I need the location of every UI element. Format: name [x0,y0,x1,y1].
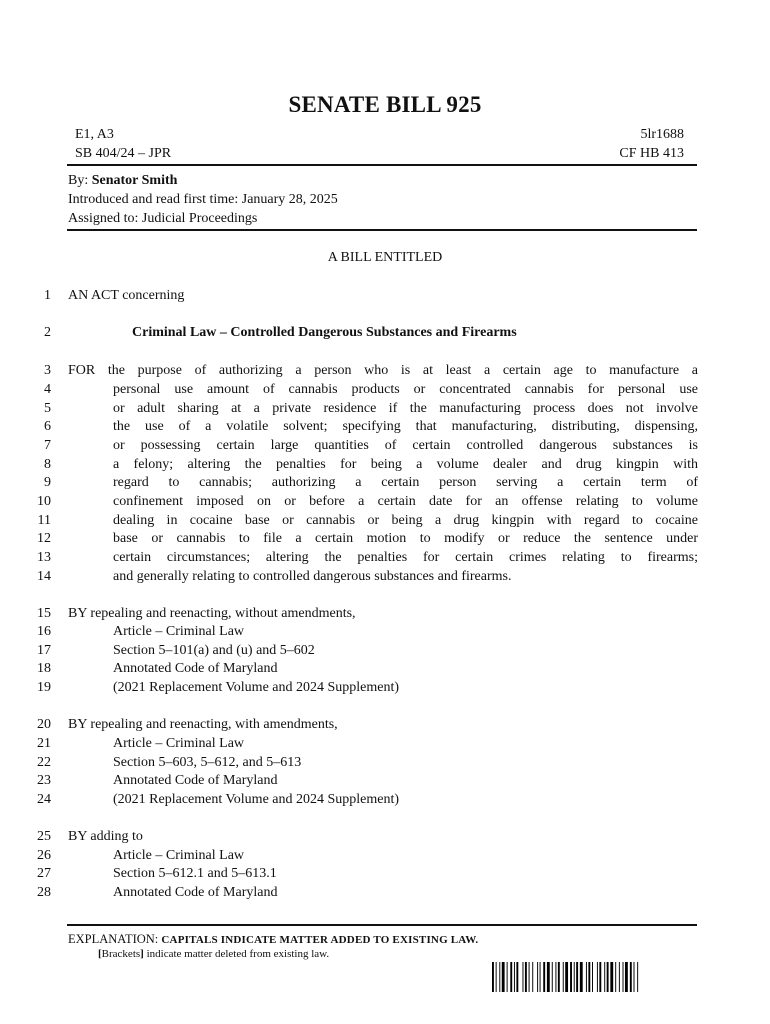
line-number: 8 [44,457,51,472]
line-number: 21 [37,736,51,751]
bill-text-line: Annotated Code of Maryland [113,661,278,676]
line-number: 16 [37,624,51,639]
bill-entitled: A BILL ENTITLED [327,250,443,265]
bill-text-line: Annotated Code of Maryland [113,885,278,900]
brackets-word: Brackets [101,948,141,960]
line-number: 20 [37,717,51,732]
explanation-caps-text: CAPITALS INDICATE MATTER ADDED TO EXISTING LAW. [161,934,479,946]
line-number: 18 [37,661,51,676]
line-number: 9 [44,475,51,490]
line-number: 6 [44,419,51,434]
footer-divider [67,924,697,926]
bill-text-line: BY repealing and reenacting, without amendments, [68,606,356,621]
bill-text-line: or possessing certain large quantities of certain controlled dangerous substances is [113,438,698,453]
brackets-line [98,948,329,960]
cross-file: CF HB 413 [619,146,684,161]
prior-bill: SB 404/24 – JPR [75,146,172,161]
sponsor-divider [67,229,697,231]
bill-text-line: a felony; altering the penalties for being a volume dealer and drug kingpin with [113,457,698,472]
bill-text-line: certain circumstances; altering the penalties for certain crimes relating to firearms; [113,550,698,565]
bill-text-line: Section 5–612.1 and 5–613.1 [113,866,277,881]
line-number: 5 [44,401,51,416]
sponsor-name: Senator Smith [91,173,178,188]
introduced-line: Introduced and read first time: January 28, 2025 [68,192,338,207]
by-label: By: [68,173,89,188]
line-number: 17 [37,643,51,658]
line-number: 28 [37,885,51,900]
bill-title: SENATE BILL 925 [288,92,482,117]
line-number: 11 [37,513,51,528]
sponsor-line [68,171,338,190]
sponsor-block [68,171,338,228]
bill-text-line: Section 5–101(a) and (u) and 5–602 [113,643,315,658]
bill-text-line: dealing in cocaine base or cannabis or being a drug kingpin with regard to cocaine [113,513,698,528]
bill-text-line: FOR the purpose of authorizing a person who is at least a certain age to manufacture a [68,363,698,378]
bill-text-line: the use of a volatile solvent; specifying that manufacturing, distributing, dispensing, [113,419,698,434]
line-number: 23 [37,773,51,788]
line-number: 15 [37,606,51,621]
line-number: 12 [37,531,51,546]
bill-text-line: BY adding to [68,829,143,844]
line-number: 13 [37,550,51,565]
bill-text-line: (2021 Replacement Volume and 2024 Supplement) [113,792,400,807]
line-number: 2 [44,325,51,340]
line-number: 22 [37,755,51,770]
bill-text-line: BY repealing and reenacting, with amendments, [68,717,338,732]
line-number: 19 [37,680,51,695]
bill-codes-left [75,125,171,163]
drafting-number: 5lr1688 [640,127,684,142]
bill-text-line: personal use amount of cannabis products or concentrated cannabis for personal use [113,382,698,397]
assigned-line: Assigned to: Judicial Proceedings [68,211,258,226]
line-number: 24 [37,792,51,807]
explanation-label: EXPLANATION: [68,932,159,946]
line-number: 3 [44,363,51,378]
line-number: 14 [37,569,51,584]
line-number: 4 [44,382,51,397]
bill-text-line: regard to cannabis; authorizing a certain person serving a certain term of [113,475,698,490]
explanation-line [68,932,478,947]
bill-text-line: Article – Criminal Law [113,736,245,751]
bill-text-line: Section 5–603, 5–612, and 5–613 [113,755,302,770]
line-number: 27 [37,866,51,881]
header-divider [67,164,697,166]
subject-codes: E1, A3 [75,127,114,142]
barcode-image [492,962,680,992]
bill-codes-right [619,125,684,163]
bill-text-line: base or cannabis to file a certain motion to modify or reduce the sentence under [113,531,698,546]
line-number: 7 [44,438,51,453]
bill-text-line: and generally relating to controlled dangerous substances and firearms. [113,569,512,584]
bracket-close: ] [140,948,144,960]
line-number: 25 [37,829,51,844]
line-number: 10 [37,494,51,509]
bill-text-line: Article – Criminal Law [113,848,245,863]
bracket-open: [ [98,948,102,960]
bill-text-line: Criminal Law – Controlled Dangerous Substances and Firearms [132,325,517,340]
line-number: 1 [44,288,51,303]
line-number: 26 [37,848,51,863]
bill-text-line: or adult sharing at a private residence if the manufacturing process does not involve [113,401,698,416]
bill-text-line: confinement imposed on or before a certain date for an offense relating to volume [113,494,698,509]
bill-text-line: Annotated Code of Maryland [113,773,278,788]
bill-text-line: Article – Criminal Law [113,624,245,639]
brackets-text: indicate matter deleted from existing law. [143,948,330,960]
bill-text-line: (2021 Replacement Volume and 2024 Supplement) [113,680,400,695]
bill-text-line: AN ACT concerning [68,288,185,303]
